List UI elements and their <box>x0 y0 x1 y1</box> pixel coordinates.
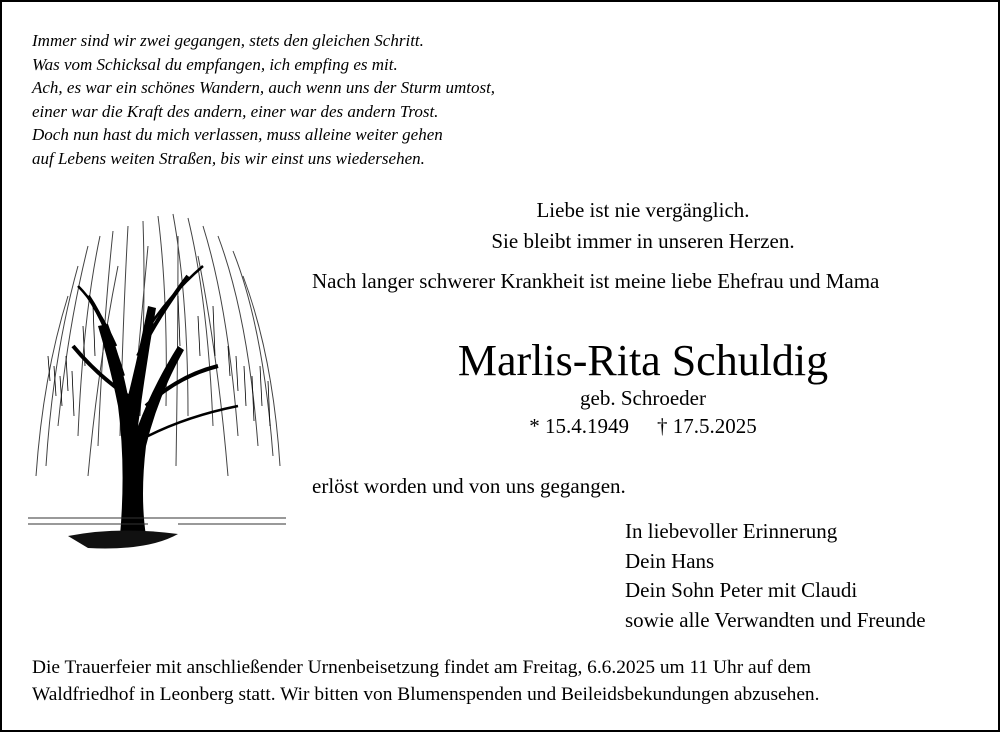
mourner-line: Dein Hans <box>625 548 715 573</box>
motto-line: Liebe ist nie vergänglich. <box>536 198 750 222</box>
poem-line: einer war die Kraft des andern, einer war des andern Trost. <box>32 101 439 121</box>
poem-line: Was vom Schicksal du empfangen, ich empfing es mit. <box>32 54 398 74</box>
motto <box>312 195 974 257</box>
mourner-line: sowie alle Verwandten und Freunde <box>625 607 926 632</box>
intro-text: Nach langer schwerer Krankheit ist meine liebe Ehefrau und Mama <box>312 269 880 293</box>
mourner-line: Dein Sohn Peter mit Claudi <box>625 578 858 602</box>
poem-line: Doch nun hast du mich verlassen, muss alleine weiter gehen <box>32 125 443 144</box>
life-dates <box>312 414 974 439</box>
funeral-line: Die Trauerfeier mit anschließender Urnenbeisetzung findet am Freitag, 6.6.2025 um 11 Uhr auf dem <box>32 657 811 678</box>
deceased-name: Marlis-Rita Schuldig <box>457 336 829 385</box>
willow-tree-icon <box>28 206 286 566</box>
birth-date: * 15.4.1949 <box>529 414 629 438</box>
death-date: † 17.5.2025 <box>657 414 757 438</box>
birth-name: geb. Schroeder <box>580 386 706 410</box>
poem-line: Immer sind wir zwei gegangen, stets den gleichen Schritt. <box>32 31 424 50</box>
poem-line: auf Lebens weiten Straßen, bis wir einst uns wiedersehen. <box>32 148 425 168</box>
poem <box>32 29 495 170</box>
motto-line: Sie bleibt immer in unseren Herzen. <box>491 229 795 253</box>
mourner-line: In liebevoller Erinnerung <box>625 519 838 543</box>
funeral-info <box>32 654 819 708</box>
funeral-line: Waldfriedhof in Leonberg statt. Wir bitten von Blumenspenden und Beileidsbekundungen abzusehen. <box>32 684 820 705</box>
poem-line: Ach, es war ein schönes Wandern, auch wenn uns der Sturm umtost, <box>32 78 496 97</box>
mourners-list <box>625 517 926 635</box>
relief-text: erlöst worden und von uns gegangen. <box>312 474 626 498</box>
